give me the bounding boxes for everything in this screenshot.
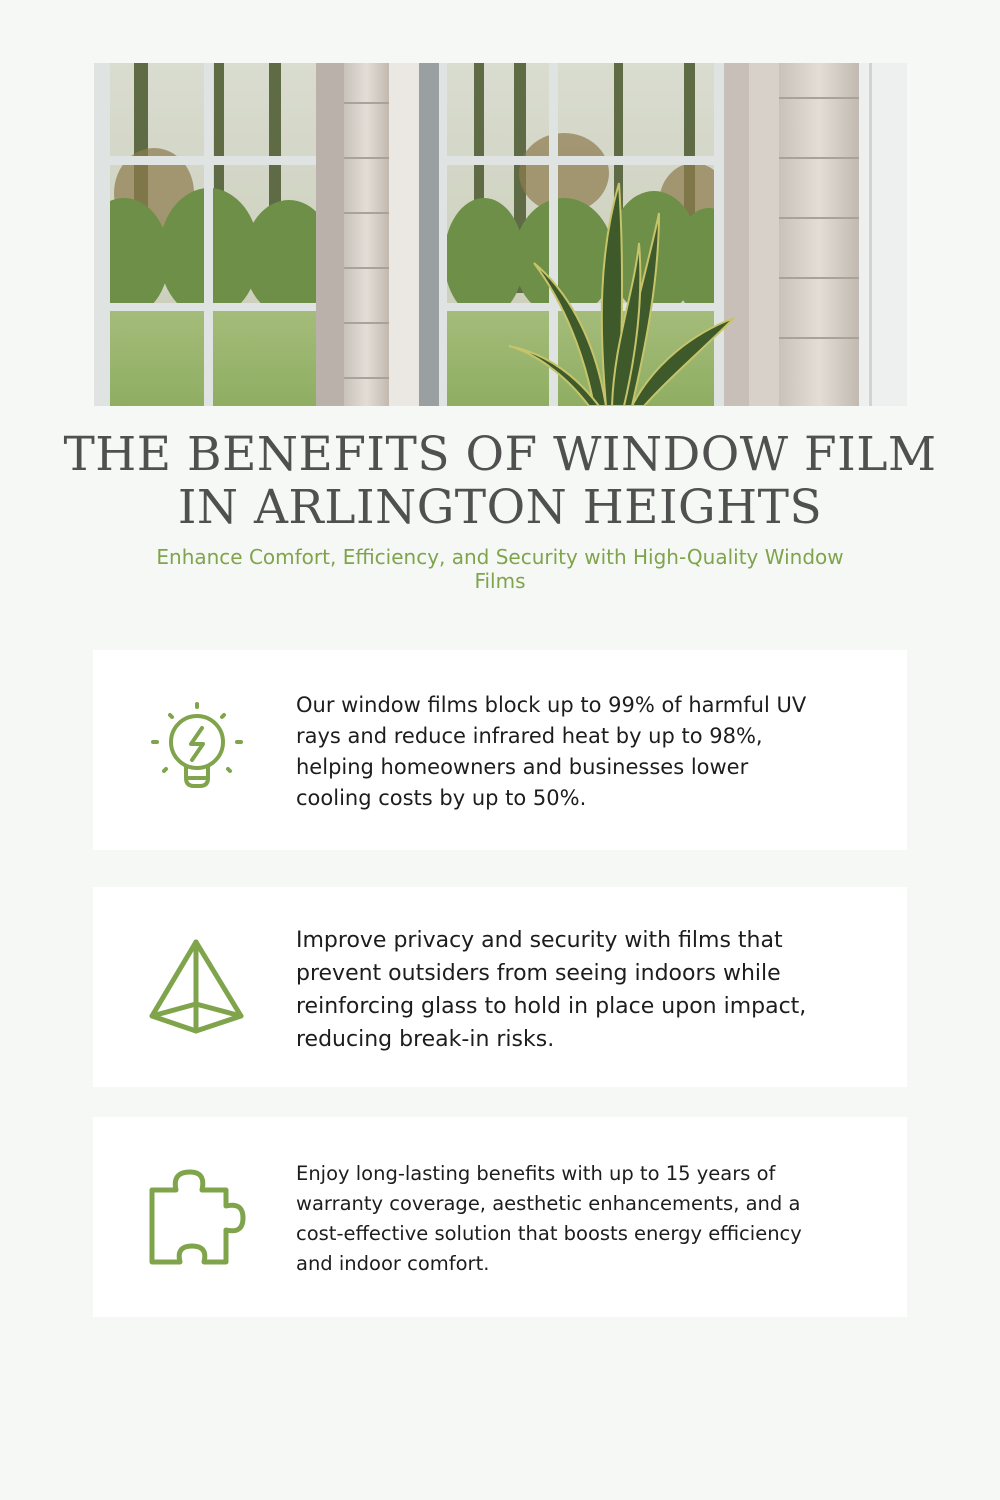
page-subtitle: Enhance Comfort, Efficiency, and Security with High-Quality Window Films bbox=[156, 545, 844, 593]
pyramid-icon bbox=[146, 936, 248, 1038]
hero-photo bbox=[94, 63, 907, 406]
benefit-text-uv-protection: Our window films block up to 99% of harmful UV rays and reduce infrared heat by up to 98%, helping homeowners and businesses lower cooling costs by up to 50%. bbox=[296, 693, 807, 810]
benefit-text-warranty: Enjoy long-lasting benefits with up to 15 years of warranty coverage, aesthetic enhancements, and a cost-effective solution that boosts energy efficiency and indoor comfort. bbox=[296, 1162, 802, 1275]
benefit-text-privacy-security: Improve privacy and security with films that prevent outsiders from seeing indoors while reinforcing glass to hold in place upon impact, reducing break-in risks. bbox=[296, 928, 807, 1052]
lightbulb-energy-icon bbox=[146, 700, 248, 802]
page-title: THE BENEFITS OF WINDOW FILM IN ARLINGTON HEIGHTS bbox=[63, 427, 937, 535]
puzzle-piece-icon bbox=[146, 1166, 248, 1268]
window-plant-photo bbox=[94, 63, 907, 406]
